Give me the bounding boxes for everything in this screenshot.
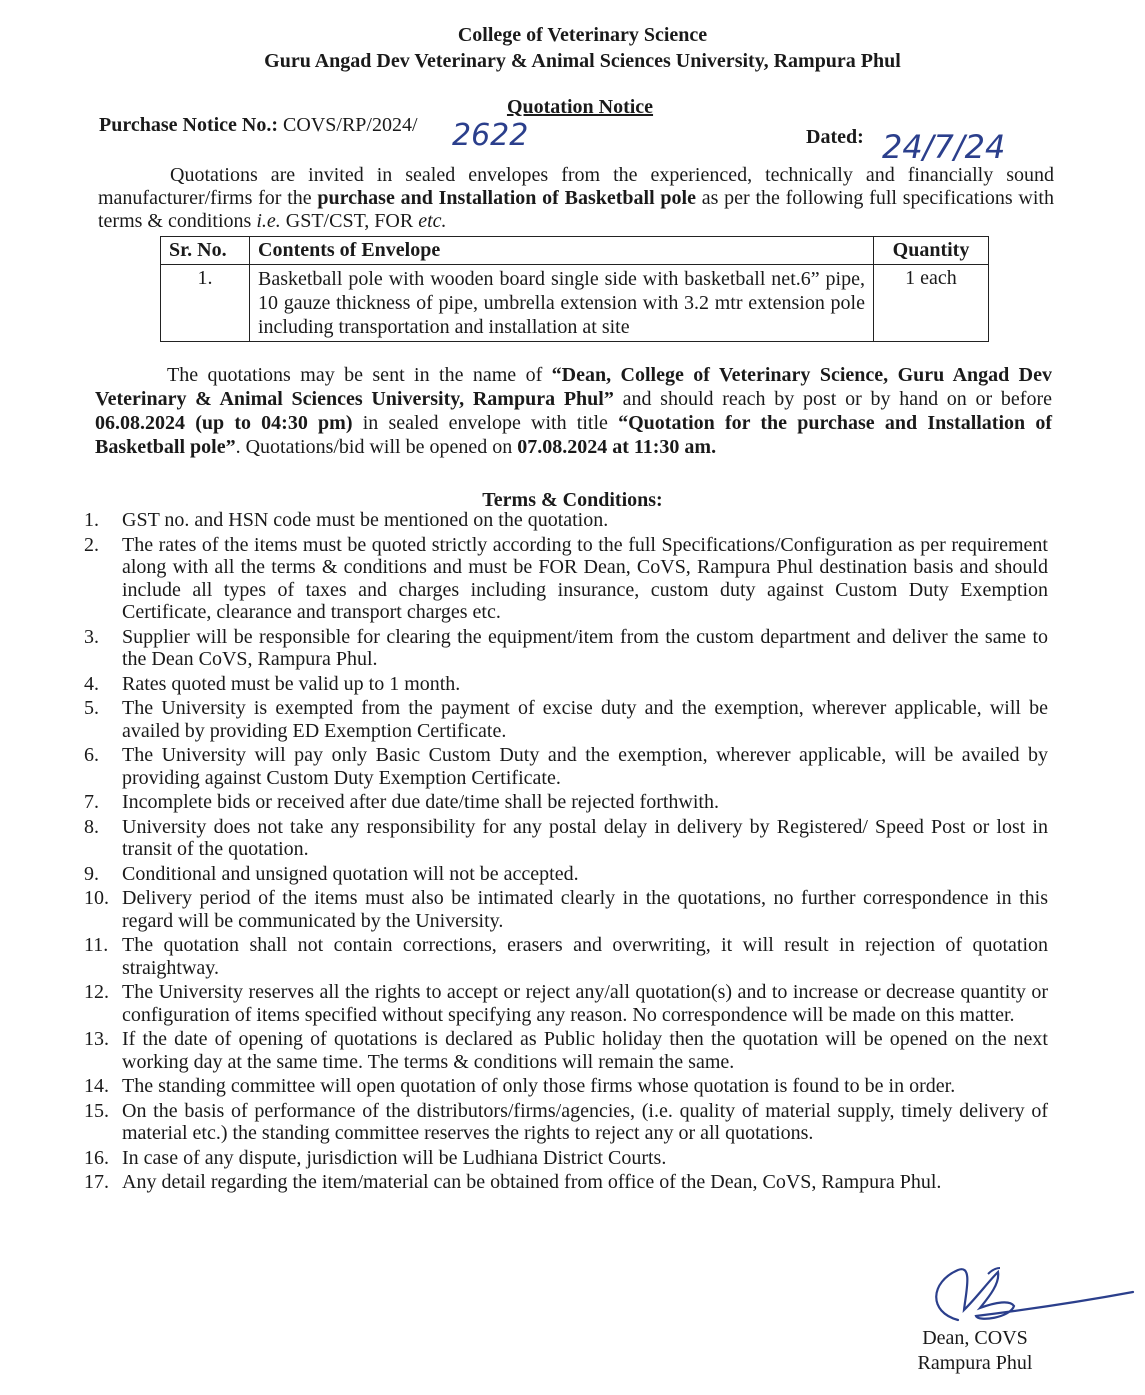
submission-text-c: and should reach by post or by hand on or before <box>613 388 1052 410</box>
term-number: 5. <box>84 697 99 719</box>
list-item <box>84 1075 1048 1098</box>
list-item <box>84 534 1048 624</box>
term-text: The University is exempted from the payment of excise duty and the exemption, wherever applicable, will be availed by providing ED Exemption Certificate. <box>122 697 1048 742</box>
envelope-contents-table <box>160 236 989 342</box>
term-text: Rates quoted must be valid up to 1 month. <box>122 672 461 695</box>
letterhead <box>0 22 1145 74</box>
term-number: 14. <box>84 1075 109 1097</box>
term-text: GST no. and HSN code must be mentioned on the quotation. <box>122 509 609 531</box>
term-text: University does not take any responsibility for any postal delay in delivery by Registered/ Speed Post or lost in transit of the quotation. <box>122 815 1048 860</box>
purchase-notice-label: Purchase Notice No.: <box>99 114 279 136</box>
term-text: If the date of opening of quotations is declared as Public holiday then the quotation will be opened on the next working day at the same time. The terms & conditions will remain the same. <box>122 1028 1048 1073</box>
intro-text: Quotations are invited in sealed envelopes from the experienced, technically and financially sound manufacturer/firms for the <box>98 164 1054 209</box>
terms-list <box>84 509 1048 1196</box>
term-text: The University reserves all the rights to accept or reject any/all quotation(s) and to increase or decrease quantity or configuration of items specified without specifying any reason. No correspondence will be made on this matter. <box>122 981 1048 1026</box>
term-number: 4. <box>84 672 99 695</box>
term-text: Delivery period of the items must also be intimated clearly in the quotations, no further correspondence in this regard will be communicated by the University. <box>122 887 1048 932</box>
list-item <box>84 626 1048 671</box>
intro-etc: etc. <box>418 210 447 232</box>
list-item <box>84 981 1048 1026</box>
term-number: 13. <box>84 1028 109 1050</box>
term-number: 9. <box>84 862 99 885</box>
handwritten-date: 24/7/24 <box>882 128 1006 166</box>
terms-heading: Terms & Conditions: <box>482 489 663 511</box>
list-item <box>84 1147 1048 1170</box>
intro-ie: i.e. <box>256 210 281 232</box>
cell-quantity: 1 each <box>874 265 989 342</box>
term-text: In case of any dispute, jurisdiction will be Ludhiana District Courts. <box>122 1146 667 1169</box>
intro-text-tail: as per the following full specifications with terms & conditions <box>98 187 1054 232</box>
term-number: 8. <box>84 815 99 838</box>
submission-text-g: . Quotations/bid will be opened on <box>235 436 518 458</box>
college-name: College of Veterinary Science <box>457 24 708 46</box>
term-text: Conditional and unsigned quotation will not be accepted. <box>122 862 579 885</box>
term-number: 3. <box>84 625 99 648</box>
col-header-quantity: Quantity <box>874 237 989 265</box>
term-number: 2. <box>84 533 99 556</box>
signatory-title: Dean, COVS <box>922 1327 1028 1349</box>
term-text: On the basis of performance of the distributors/firms/agencies, (i.e. quality of material supply, timely delivery of material etc.) the standing committee reserves the rights to reject any or all quotations. <box>122 1099 1048 1144</box>
list-item <box>84 1100 1048 1145</box>
opening-date: 07.08.2024 at 11:30 am. <box>517 436 717 458</box>
term-text: The quotation shall not contain corrections, erasers and overwriting, it will result in rejection of quotation straightway. <box>122 934 1048 979</box>
list-item <box>84 509 1048 532</box>
list-item <box>84 673 1048 696</box>
purchase-notice-number: COVS/RP/2024/ <box>283 114 418 136</box>
cell-sr: 1. <box>161 265 250 342</box>
col-header-contents: Contents of Envelope <box>250 237 874 265</box>
term-text: Incomplete bids or received after due date/time shall be rejected forthwith. <box>122 791 719 813</box>
list-item <box>84 1028 1048 1073</box>
term-text: The University will pay only Basic Custom Duty and the exemption, wherever applicable, will be availed by providing against Custom Duty Exemption Certificate. <box>122 744 1048 789</box>
notice-title: Quotation Notice <box>506 96 654 118</box>
dated-label: Dated: <box>806 126 864 148</box>
cell-contents: Basketball pole with wooden board single side with basketball net.6” pipe, 10 gauze thickness of pipe, umbrella extension with 3.2 mtr extension pole including transportation and installation at site <box>250 265 874 342</box>
term-number: 15. <box>84 1099 109 1122</box>
list-item <box>84 887 1048 932</box>
list-item <box>84 863 1048 886</box>
term-number: 16. <box>84 1146 109 1169</box>
envelope-title: “Quotation for the purchase and Installation of Basketball pole” <box>95 412 1053 458</box>
term-text: Any detail regarding the item/material can be obtained from office of the Dean, CoVS, Rampura Phul. <box>122 1171 942 1193</box>
list-item <box>84 816 1048 861</box>
submission-deadline: 06.08.2024 (up to 04:30 pm) <box>95 412 353 434</box>
term-text: The standing committee will open quotation of only those firms whose quotation is found to be in order. <box>122 1075 956 1097</box>
table-row <box>161 265 989 342</box>
list-item <box>84 697 1048 742</box>
intro-text-tail2: GST/CST, FOR <box>280 210 419 232</box>
handwritten-notice-number: 2622 <box>452 118 529 153</box>
term-number: 11. <box>84 934 109 956</box>
submission-paragraph <box>95 363 1052 459</box>
list-item <box>84 934 1048 979</box>
list-item <box>84 791 1048 814</box>
term-number: 6. <box>84 744 99 766</box>
term-text: Supplier will be responsible for clearing the equipment/item from the custom department and deliver the same to the Dean CoVS, Rampura Phul. <box>122 625 1048 670</box>
signature-image <box>918 1262 1138 1334</box>
submission-text-e: in sealed envelope with title <box>352 412 619 434</box>
term-text: The rates of the items must be quoted strictly according to the full Specifications/Configuration as per requirement along with all the terms & conditions and must be FOR Dean, CoVS, Rampura Phul destination basis and should include all types of taxes and charges including insurance, custom duty against Custom Duty Exemption Certificate, clearance and transport charges etc. <box>122 533 1048 623</box>
list-item <box>84 744 1048 789</box>
col-header-sr: Sr. No. <box>161 237 250 265</box>
term-number: 12. <box>84 981 109 1003</box>
purchase-notice-line <box>99 114 418 137</box>
intro-paragraph <box>98 164 1054 233</box>
term-number: 10. <box>84 887 109 909</box>
submission-addressee: “Dean, College of Veterinary Science, Guru Angad Dev Veterinary & Animal Sciences University, Rampura Phul” <box>95 364 1052 410</box>
term-number: 17. <box>84 1171 109 1193</box>
term-number: 1. <box>84 509 99 531</box>
signatory-block <box>900 1326 1050 1376</box>
intro-item-bold: purchase and Installation of Basketball pole <box>317 187 696 209</box>
submission-text-a: The quotations may be sent in the name of <box>167 364 552 386</box>
term-number: 7. <box>84 791 99 813</box>
university-name: Guru Angad Dev Veterinary & Animal Sciences University, Rampura Phul <box>264 50 901 72</box>
signatory-place: Rampura Phul <box>917 1352 1033 1374</box>
list-item <box>84 1171 1048 1194</box>
table-header-row <box>161 237 989 265</box>
